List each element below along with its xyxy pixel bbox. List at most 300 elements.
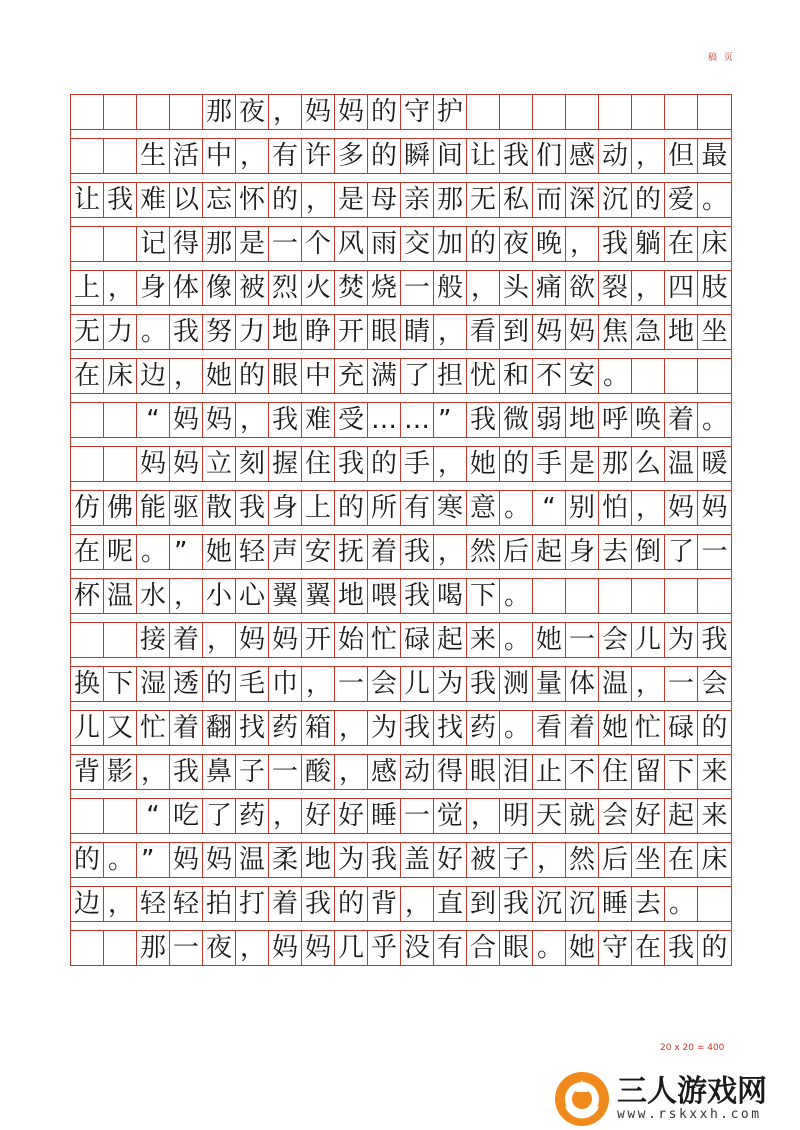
page-header-label: 稿 页 <box>708 53 735 63</box>
grid-cell: 好 <box>335 799 368 833</box>
grid-cell: “ <box>137 403 170 437</box>
grid-cell: 怕 <box>599 491 632 525</box>
grid-cell: 小 <box>203 579 236 613</box>
grid-cell: 我 <box>701 624 728 655</box>
grid-cell: 寒 <box>434 491 467 525</box>
grid-cell: ， <box>269 799 302 833</box>
grid-cell: 翻 <box>203 711 236 745</box>
grid-cell: 瞬 <box>401 139 434 173</box>
grid-cell <box>665 579 698 613</box>
grid-cell: ， <box>434 447 467 481</box>
grid-cell <box>632 579 665 613</box>
grid-cell: 她 <box>533 623 566 657</box>
grid-cell: 儿 <box>71 711 104 745</box>
grid-cell: 透 <box>170 667 203 701</box>
grid-cell <box>533 95 566 129</box>
grid-cell: ， <box>434 315 467 349</box>
grid-row <box>71 314 731 350</box>
watermark-title: 三人游戏网 <box>617 1073 767 1109</box>
grid-cell: ” <box>170 535 203 569</box>
grid-cell: “ <box>533 491 566 525</box>
grid-cell: ， <box>335 711 368 745</box>
grid-cell: 记 <box>137 227 170 261</box>
grid-cell: 温 <box>599 667 632 701</box>
grid-cell: 中 <box>302 359 335 393</box>
grid-cell: 握 <box>269 447 302 481</box>
grid-cell: 般 <box>434 271 467 305</box>
grid-cell: 量 <box>533 667 566 701</box>
grid-cell: 的 <box>335 491 368 525</box>
grid-cell: 好 <box>434 843 467 877</box>
grid-cell: 然 <box>566 843 599 877</box>
grid-cell: 的 <box>467 227 500 261</box>
grid-cell: 妈 <box>665 491 698 525</box>
grid-cell: 在 <box>632 931 665 965</box>
grid-cell: 许 <box>302 139 335 173</box>
grid-cell: 夜 <box>203 931 236 965</box>
grid-cell: 所 <box>368 491 401 525</box>
grid-cell: 。 <box>533 931 566 965</box>
grid-cell: 让 <box>467 139 500 173</box>
grid-cell: 住 <box>599 755 632 789</box>
grid-cell: 我 <box>599 227 632 261</box>
grid-cell: 妈 <box>335 95 368 129</box>
grid-cell: “ <box>137 799 170 833</box>
grid-cell: 急 <box>632 315 665 349</box>
grid-cell <box>104 447 137 481</box>
grid-cell: 。 <box>500 579 533 613</box>
grid-cell: 躺 <box>632 227 665 261</box>
grid-cell: ， <box>401 887 434 921</box>
grid-row <box>71 666 731 702</box>
grid-cell: 地 <box>566 403 599 437</box>
grid-cell: 就 <box>566 799 599 833</box>
grid-cell: 无 <box>467 183 500 217</box>
grid-cell: 那 <box>203 227 236 261</box>
grid-cell: 找 <box>236 711 269 745</box>
grid-cell: 。 <box>137 535 170 569</box>
grid-cell: 仿 <box>71 491 104 525</box>
grid-cell: 夜 <box>236 95 269 129</box>
grid-row <box>71 578 731 614</box>
grid-cell: ， <box>236 139 269 173</box>
grid-cell: 了 <box>401 359 434 393</box>
grid-cell: 担 <box>434 359 467 393</box>
grid-cell: 的 <box>368 139 401 173</box>
grid-cell: 她 <box>599 711 632 745</box>
grid-cell: 为 <box>368 711 401 745</box>
grid-cell: 眼 <box>500 931 533 965</box>
grid-cell: 睡 <box>368 799 401 833</box>
grid-cell: 着 <box>665 403 698 437</box>
grid-cell: 是 <box>566 447 599 481</box>
grid-cell: 的 <box>368 447 401 481</box>
grid-cell: 私 <box>500 183 533 217</box>
grid-cell: 夜 <box>500 227 533 261</box>
grid-cell: 有 <box>434 931 467 965</box>
grid-cell: 的 <box>701 712 728 743</box>
grid-cell: 直 <box>434 887 467 921</box>
grid-cell: 的 <box>500 447 533 481</box>
grid-count-label: 20 x 20 = 400 <box>660 1043 725 1053</box>
grid-cell: 亲 <box>401 183 434 217</box>
grid-row <box>71 842 731 878</box>
grid-cell: 边 <box>137 359 170 393</box>
grid-cell: 安 <box>302 535 335 569</box>
grid-cell: 开 <box>335 315 368 349</box>
grid-cell: 药 <box>236 799 269 833</box>
grid-cell: 我 <box>236 491 269 525</box>
grid-cell: 会 <box>368 667 401 701</box>
grid-cell: 看 <box>467 315 500 349</box>
grid-row <box>71 226 731 262</box>
grid-cell: 一 <box>566 623 599 657</box>
grid-cell: 眼 <box>467 755 500 789</box>
grid-cell: 得 <box>170 227 203 261</box>
grid-cell: 我 <box>401 579 434 613</box>
grid-cell: 去 <box>632 887 665 921</box>
grid-cell: 烈 <box>269 271 302 305</box>
grid-cell: 睁 <box>302 315 335 349</box>
grid-cell: 。 <box>702 184 729 215</box>
grid-row <box>71 798 731 834</box>
grid-cell: 妈 <box>269 623 302 657</box>
grid-cell: ， <box>236 403 269 437</box>
grid-cell: 忙 <box>137 711 170 745</box>
grid-cell: ， <box>170 579 203 613</box>
grid-cell <box>467 95 500 129</box>
grid-cell: 我 <box>170 755 203 789</box>
grid-cell: 个 <box>302 227 335 261</box>
grid-cell: 沉 <box>533 887 566 921</box>
grid-cell: 会 <box>701 668 728 699</box>
grid-cell: 我 <box>401 535 434 569</box>
grid-cell <box>71 139 104 173</box>
grid-cell: ， <box>203 623 236 657</box>
grid-cell: 为 <box>665 623 698 657</box>
grid-cell: 起 <box>533 535 566 569</box>
grid-cell: 一 <box>170 931 203 965</box>
grid-cell: ， <box>269 95 302 129</box>
grid-cell <box>599 579 632 613</box>
grid-cell: 酸 <box>302 755 335 789</box>
grid-cell: 留 <box>632 755 665 789</box>
grid-row <box>71 94 731 130</box>
grid-cell <box>137 95 170 129</box>
grid-cell: 能 <box>137 491 170 525</box>
grid-cell: ， <box>335 755 368 789</box>
grid-cell: 那 <box>434 183 467 217</box>
grid-cell: 体 <box>170 271 203 305</box>
grid-cell: 受 <box>335 403 368 437</box>
grid-cell: 在 <box>665 843 698 877</box>
grid-cell: 焚 <box>335 271 368 305</box>
grid-cell: 倒 <box>632 535 665 569</box>
grid-cell: 。 <box>500 491 533 525</box>
grid-cell: 护 <box>434 95 467 129</box>
grid-cell: 手 <box>533 447 566 481</box>
grid-cell: 妈 <box>566 315 599 349</box>
grid-cell <box>599 95 632 129</box>
grid-cell: 那 <box>599 447 632 481</box>
grid-cell: 妈 <box>137 447 170 481</box>
grid-cell: ， <box>137 755 170 789</box>
grid-cell: ， <box>104 887 137 921</box>
grid-cell: 一 <box>335 667 368 701</box>
grid-row <box>71 534 731 570</box>
grid-cell <box>71 623 104 657</box>
grid-cell: 背 <box>71 755 104 789</box>
grid-cell: 没 <box>401 931 434 965</box>
grid-cell: 接 <box>137 623 170 657</box>
grid-cell <box>71 95 104 129</box>
grid-cell: 的 <box>368 95 401 129</box>
grid-cell: 地 <box>269 315 302 349</box>
grid-cell: 妈 <box>533 315 566 349</box>
grid-cell <box>71 403 104 437</box>
grid-cell: 怀 <box>236 183 269 217</box>
grid-cell: 身 <box>566 535 599 569</box>
grid-cell: 拍 <box>203 887 236 921</box>
grid-cell: 的 <box>203 667 236 701</box>
grid-cell: 巾 <box>269 667 302 701</box>
grid-cell: ， <box>632 139 665 173</box>
grid-cell: ， <box>170 359 203 393</box>
manuscript-grid <box>70 94 732 966</box>
grid-cell: 刻 <box>236 447 269 481</box>
grid-cell: ， <box>632 271 665 305</box>
grid-cell: 来 <box>701 756 728 787</box>
grid-cell: ， <box>533 843 566 877</box>
grid-cell: 下 <box>665 755 698 789</box>
grid-cell: 有 <box>269 139 302 173</box>
grid-cell: 声 <box>269 535 302 569</box>
grid-cell: 和 <box>500 359 533 393</box>
grid-cell: 立 <box>203 447 236 481</box>
grid-cell: 影 <box>104 755 137 789</box>
grid-cell: 妈 <box>302 931 335 965</box>
grid-cell: ， <box>632 667 665 701</box>
grid-cell: 水 <box>137 579 170 613</box>
grid-cell: 地 <box>335 579 368 613</box>
grid-cell: 妈 <box>269 931 302 965</box>
grid-cell: 测 <box>500 667 533 701</box>
grid-cell: 下 <box>104 667 137 701</box>
grid-cell: 欲 <box>566 271 599 305</box>
grid-cell: 坐 <box>701 316 728 347</box>
grid-cell: … <box>368 403 401 437</box>
grid-cell: 到 <box>500 315 533 349</box>
grid-cell: 了 <box>665 535 698 569</box>
grid-cell: 去 <box>599 535 632 569</box>
grid-row <box>71 754 731 790</box>
grid-cell <box>104 931 137 965</box>
grid-cell: 晚 <box>533 227 566 261</box>
watermark <box>555 1072 767 1126</box>
grid-row <box>71 270 731 306</box>
grid-cell: 心 <box>236 579 269 613</box>
grid-cell: 一 <box>401 799 434 833</box>
grid-cell: 。 <box>500 711 533 745</box>
grid-cell: 又 <box>104 711 137 745</box>
grid-cell: 散 <box>203 491 236 525</box>
grid-cell: 明 <box>500 799 533 833</box>
grid-cell: 吃 <box>170 799 203 833</box>
grid-cell: 的 <box>632 183 665 217</box>
grid-cell: 在 <box>71 359 104 393</box>
grid-cell: 湿 <box>137 667 170 701</box>
grid-cell: ” <box>137 843 170 877</box>
grid-cell: 妈 <box>236 623 269 657</box>
grid-cell: 风 <box>335 227 368 261</box>
grid-cell: 妈 <box>203 403 236 437</box>
grid-cell: 下 <box>467 579 500 613</box>
grid-cell: 天 <box>533 799 566 833</box>
grid-cell: 在 <box>71 535 104 569</box>
grid-cell: ， <box>104 271 137 305</box>
grid-cell: 一 <box>701 536 728 567</box>
grid-cell <box>104 799 137 833</box>
grid-cell: 的 <box>701 932 728 963</box>
grid-cell: 四 <box>665 271 698 305</box>
grid-cell: 被 <box>467 843 500 877</box>
grid-cell: 几 <box>335 931 368 965</box>
grid-row <box>71 402 731 438</box>
grid-cell <box>566 579 599 613</box>
grid-cell: 找 <box>434 711 467 745</box>
grid-cell: 翼 <box>302 579 335 613</box>
grid-cell: 驱 <box>170 491 203 525</box>
grid-cell: 母 <box>368 183 401 217</box>
grid-cell: 后 <box>500 535 533 569</box>
grid-cell: 杯 <box>71 579 104 613</box>
grid-cell: 碌 <box>665 711 698 745</box>
grid-cell: 满 <box>368 359 401 393</box>
grid-cell <box>500 95 533 129</box>
grid-cell <box>665 359 698 393</box>
grid-cell: 地 <box>665 315 698 349</box>
grid-cell: 睡 <box>599 887 632 921</box>
grid-cell: 床 <box>701 228 728 259</box>
grid-cell: ， <box>467 799 500 833</box>
grid-cell: 动 <box>599 139 632 173</box>
grid-cell <box>698 579 731 613</box>
grid-cell: 住 <box>302 447 335 481</box>
grid-cell: 的 <box>335 887 368 921</box>
grid-cell: 守 <box>599 931 632 965</box>
grid-cell: 唤 <box>632 403 665 437</box>
grid-cell: 头 <box>500 271 533 305</box>
grid-cell: 无 <box>71 315 104 349</box>
grid-cell: 被 <box>236 271 269 305</box>
grid-cell: 活 <box>170 139 203 173</box>
grid-cell: 乎 <box>368 931 401 965</box>
grid-cell: 看 <box>533 711 566 745</box>
grid-cell: 我 <box>500 139 533 173</box>
grid-cell: ， <box>302 183 335 217</box>
grid-cell: 打 <box>236 887 269 921</box>
grid-cell: 温 <box>236 843 269 877</box>
grid-cell: 我 <box>467 403 500 437</box>
grid-row <box>71 622 731 658</box>
grid-cell: 来 <box>701 800 728 831</box>
grid-cell: 感 <box>368 755 401 789</box>
grid-cell <box>698 359 731 393</box>
grid-cell: 子 <box>500 843 533 877</box>
grid-cell: 努 <box>203 315 236 349</box>
grid-cell: 为 <box>335 843 368 877</box>
grid-cell: 呢 <box>104 535 137 569</box>
grid-cell: 充 <box>335 359 368 393</box>
grid-cell: 着 <box>170 711 203 745</box>
grid-cell: 痛 <box>533 271 566 305</box>
grid-cell: 。 <box>500 623 533 657</box>
grid-cell: 佛 <box>104 491 137 525</box>
grid-row <box>71 358 731 394</box>
grid-cell <box>170 95 203 129</box>
grid-cell: 难 <box>302 403 335 437</box>
grid-cell: 多 <box>335 139 368 173</box>
grid-cell: 一 <box>269 227 302 261</box>
grid-cell: 开 <box>302 623 335 657</box>
grid-cell: ， <box>236 931 269 965</box>
grid-cell: 温 <box>104 579 137 613</box>
grid-cell: 子 <box>236 755 269 789</box>
grid-cell: 微 <box>500 403 533 437</box>
grid-cell: 的 <box>269 183 302 217</box>
grid-cell: ， <box>434 535 467 569</box>
grid-row <box>71 138 731 174</box>
grid-cell: 着 <box>170 623 203 657</box>
grid-cell: 背 <box>368 887 401 921</box>
grid-cell: 身 <box>269 491 302 525</box>
game-logo-icon <box>555 1072 609 1126</box>
grid-cell: 烧 <box>368 271 401 305</box>
grid-cell: 身 <box>137 271 170 305</box>
grid-cell: 柔 <box>269 843 302 877</box>
grid-cell: 喝 <box>434 579 467 613</box>
grid-cell: 了 <box>203 799 236 833</box>
grid-cell: 爱 <box>665 183 698 217</box>
grid-cell: 妈 <box>170 843 203 877</box>
grid-cell: 一 <box>665 667 698 701</box>
grid-cell: 妈 <box>701 492 728 523</box>
grid-cell: 好 <box>632 799 665 833</box>
grid-cell: 我 <box>500 887 533 921</box>
grid-cell: 让 <box>71 183 104 217</box>
watermark-url: www.rskxxh.com <box>617 1107 762 1123</box>
grid-cell: 着 <box>566 711 599 745</box>
grid-cell: 生 <box>137 139 170 173</box>
grid-cell: 。 <box>104 843 137 877</box>
grid-cell <box>698 95 731 129</box>
grid-row <box>71 182 731 218</box>
grid-cell: 最 <box>701 140 728 171</box>
grid-cell: 我 <box>368 843 401 877</box>
grid-cell: 不 <box>533 359 566 393</box>
grid-cell: 边 <box>71 887 104 921</box>
grid-cell: ， <box>632 491 665 525</box>
grid-cell <box>632 359 665 393</box>
grid-cell: 她 <box>203 359 236 393</box>
grid-cell: 为 <box>434 667 467 701</box>
grid-cell: 儿 <box>632 623 665 657</box>
grid-cell: 好 <box>302 799 335 833</box>
grid-cell: 上 <box>302 491 335 525</box>
grid-cell: 雨 <box>368 227 401 261</box>
grid-cell: 们 <box>533 139 566 173</box>
grid-cell: 妈 <box>302 95 335 129</box>
